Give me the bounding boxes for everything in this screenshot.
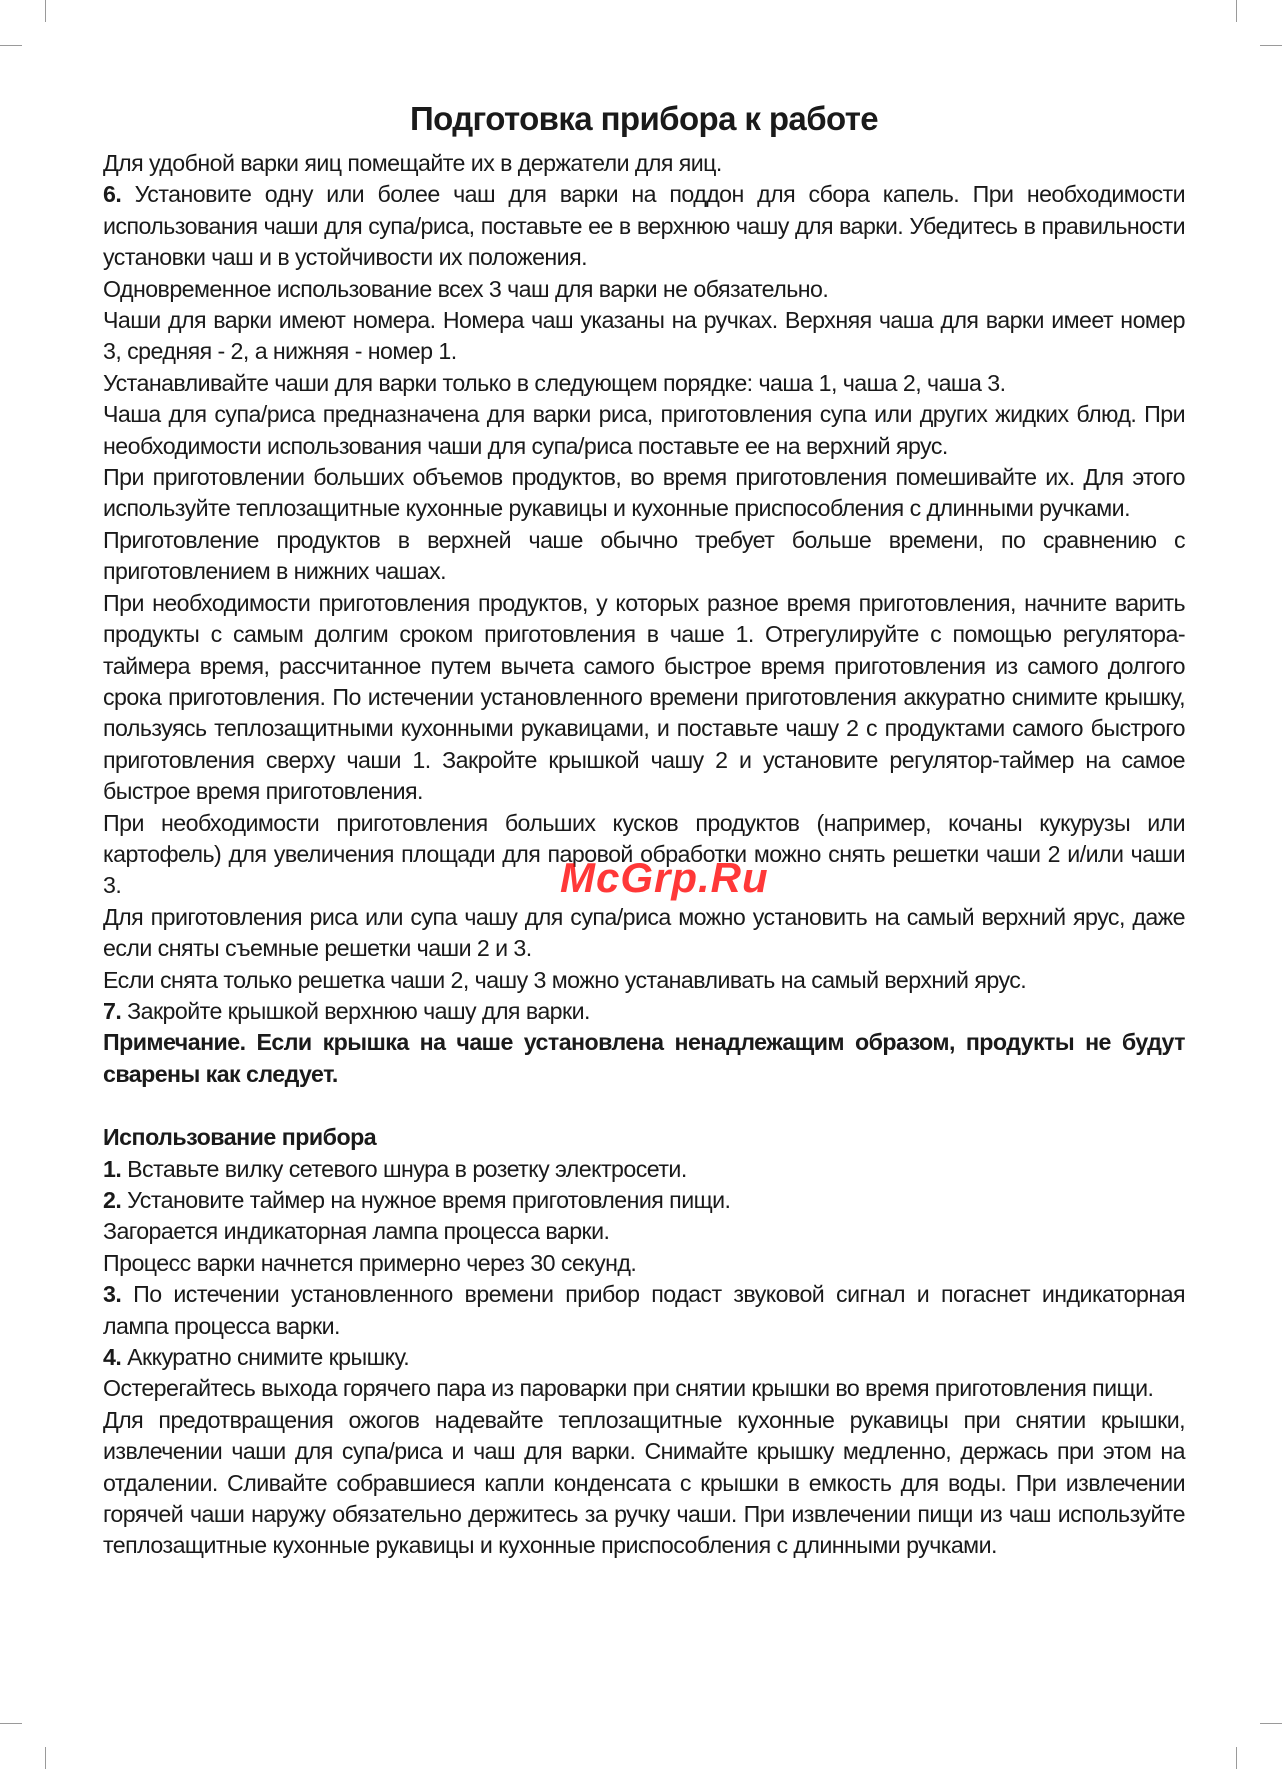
paragraph: Для предотвращения ожогов надевайте теплозащитные кухонные рукавицы при снятии крышки, извлечении чаши для супа/риса и чаш для варки. Снимайте крышку медленно, держась при этом на отдалении. Сливайте собравшиеся капли конденсата с крышки в емкость для воды. При извлечении горячей чаши наружу обязательно держитесь за ручку чаши. При извлечении пищи из чаш используйте теплозащитные кухонные рукавицы и кухонные приспособления с длинными ручками. <box>103 1406 1185 1559</box>
crop-mark <box>1236 0 1237 22</box>
paragraph: При приготовлении больших объемов продуктов, во время приготовления помешивайте их. Для этого используйте теплозащитные кухонные рукавицы и кухонные приспособления с длинными ручками. <box>103 464 1185 522</box>
prep-section <box>103 148 1185 1090</box>
paragraph: Устанавливайте чаши для варки только в следующем порядке: чаша 1, чаша 2, чаша 3. <box>103 369 1006 396</box>
crop-mark <box>0 45 22 46</box>
paragraph: При необходимости приготовления больших кусков продуктов (например, кочаны кукурузы или картофель) для увеличения площади для паровой обработки можно снять решетки чаши 2 и/или чаши 3. <box>103 809 1185 899</box>
paragraph: Для удобной варки яиц помещайте их в держатели для яиц. <box>103 150 722 176</box>
paragraph: Процесс варки начнется примерно через 30 секунд. <box>103 1249 637 1276</box>
paragraph: Если снята только решетка чаши 2, чашу 3 можно устанавливать на самый верхний ярус. <box>103 966 1027 993</box>
paragraph: 2. Установите таймер на нужное время приготовления пищи. <box>103 1187 731 1213</box>
paragraph: Одновременное использование всех 3 чаш для варки не обязательно. <box>103 275 829 302</box>
usage-heading: Использование прибора <box>103 1124 377 1151</box>
paragraph: Загорается индикаторная лампа процесса варки. <box>103 1218 610 1245</box>
crop-mark <box>45 1747 46 1769</box>
crop-mark <box>1260 1723 1282 1724</box>
watermark: McGrp.Ru <box>560 854 769 901</box>
paragraph: Для приготовления риса или супа чашу для супа/риса можно установить на самый верхний ярус, даже если сняты съемные решетки чаши 2 и 3. <box>103 903 1185 962</box>
crop-mark <box>1260 45 1282 46</box>
paragraph: Приготовление продуктов в верхней чаше обычно требует больше времени, по сравнению с приготовлением в нижних чашах. <box>103 526 1185 585</box>
paragraph: 3. По истечении установленного времени прибор подаст звуковой сигнал и погаснет индикаторная лампа процесса варки. <box>103 1281 1185 1339</box>
paragraph: При необходимости приготовления продуктов, у которых разное время приготовления, начните варить продукты с самым долгим сроком приготовления в чаше 1. Отрегулируйте с помощью регулятора-таймера время, рассчитанное путем вычета самого быстрое время приготовления из самого долгого срока приготовления. По истечении установленного времени приготовления аккуратно снимите крышку, пользуясь теплозащитными кухонными рукавицами, и поставьте чашу 2 с продуктами самого быстрого приготовления сверху чаши 1. Закройте крышкой чашу 2 и установите регулятор-таймер на самое быстрое время приготовления. <box>103 589 1185 805</box>
paragraph: Чаши для варки имеют номера. Номера чаш указаны на ручках. Верхняя чаша для варки имеет номер 3, средняя - 2, а нижняя - номер 1. <box>103 307 1185 365</box>
paragraph: 7. Закройте крышкой верхнюю чашу для варки. <box>103 997 590 1024</box>
paragraph: Остерегайтесь выхода горячего пара из пароварки при снятии крышки во время приготовления пищи. <box>103 1375 1154 1402</box>
page-title: Подготовка прибора к работе <box>409 100 879 137</box>
crop-mark <box>1236 1747 1237 1769</box>
crop-mark <box>45 0 46 22</box>
paragraph: Чаша для супа/риса предназначена для варки риса, приготовления супа или других жидких блюд. При необходимости использования чаши для супа/риса поставьте ее на верхний ярус. <box>103 401 1185 459</box>
note-paragraph: Примечание. Если крышка на чаше установлена ненадлежащим образом, продукты не будут сварены как следует. <box>103 1029 1185 1087</box>
paragraph: 6. Установите одну или более чаш для варки на поддон для сбора капель. При необходимости использования чаши для супа/риса, поставьте ее в верхнюю чашу для варки. Убедитесь в правильности установки чаш и в устойчивости их положения. <box>103 181 1185 271</box>
document-page <box>103 100 1185 1562</box>
usage-section <box>103 1154 1185 1562</box>
paragraph: 4. Аккуратно снимите крышку. <box>103 1344 410 1371</box>
crop-mark <box>0 1723 22 1724</box>
paragraph: 1. Вставьте вилку сетевого шнура в розетку электросети. <box>103 1155 687 1182</box>
